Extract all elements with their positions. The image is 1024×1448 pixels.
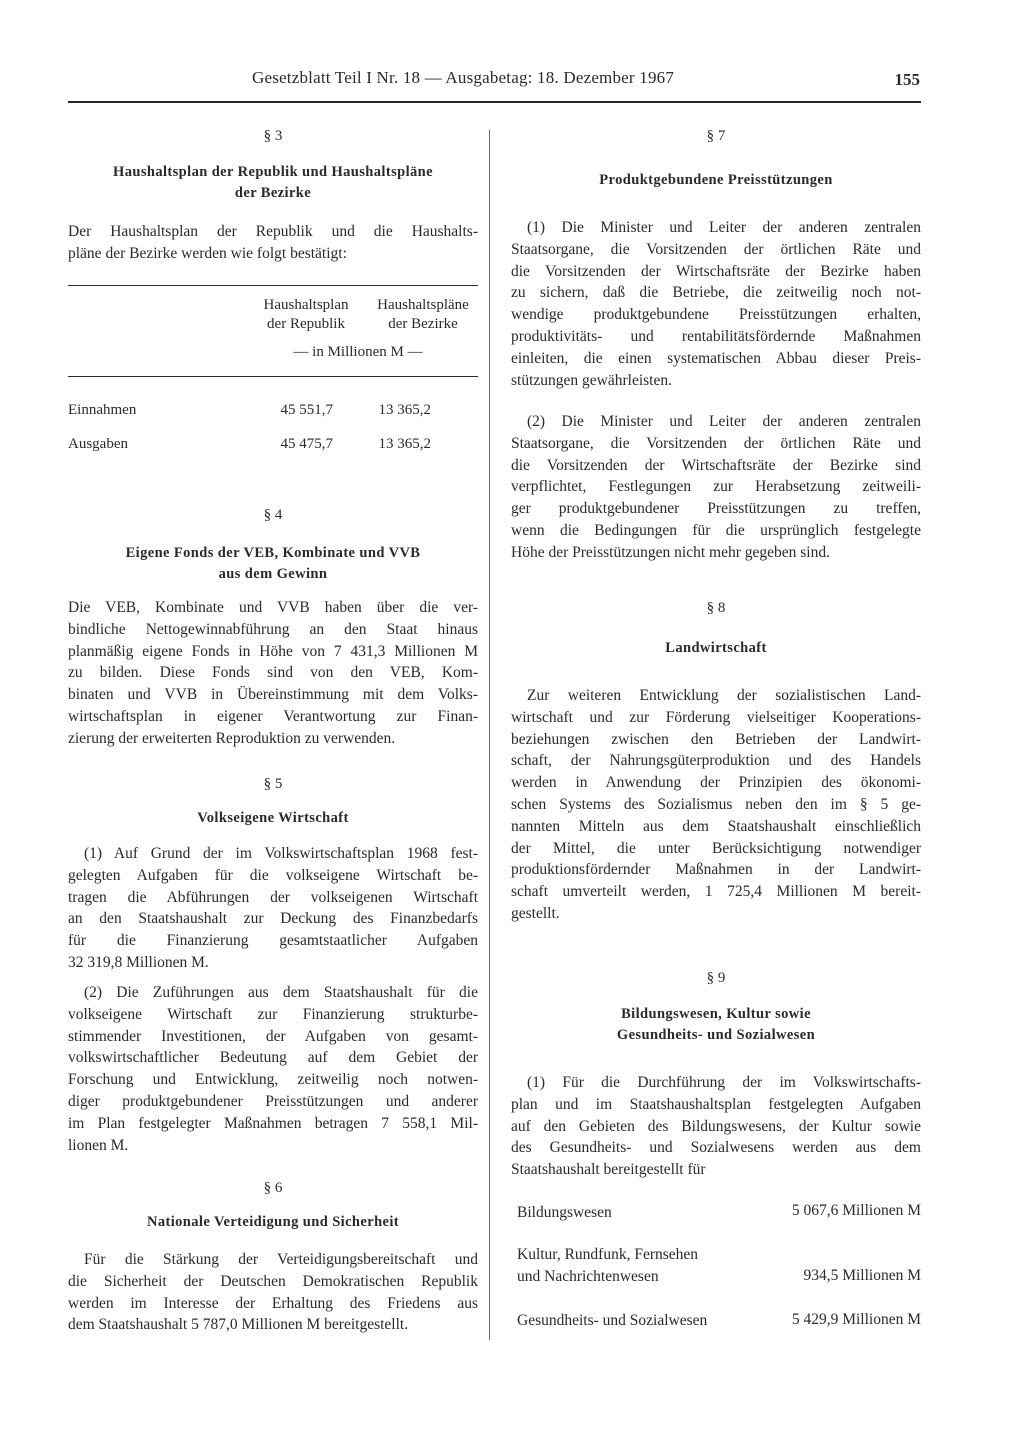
text-line: Staatshaushalt bereitgestellt für: [511, 1161, 706, 1179]
text-line: für die Finanzierung gesamtstaatlicher Aufgaben: [68, 932, 478, 950]
section-paragraph: [68, 982, 478, 1156]
text-line: volkseigene Wirtschaft zur Finanzierung strukturbe-: [68, 1005, 478, 1023]
text-line: Forschung und Entwicklung, zeitweilig noch notwen-: [68, 1071, 478, 1089]
text-line: die Sicherheit der Deutschen Demokratischen Republik: [68, 1272, 478, 1290]
heading-line: Volkseigene Wirtschaft: [197, 810, 349, 826]
section-text: [68, 221, 478, 265]
section-text: [68, 597, 478, 750]
section-paragraph: [511, 411, 921, 564]
heading-line: Landwirtschaft: [665, 640, 767, 656]
text-line: gelegten Aufgaben für die volkseigene Wirtschaft be-: [68, 866, 478, 884]
text-line: im Plan festgelegter Maßnahmen betragen 7 558,1 Mil-: [68, 1114, 478, 1132]
text-line: schaft, der Nahrungsgüterproduktion und des Handels: [511, 752, 921, 770]
table-cell: 13 365,2: [378, 436, 431, 452]
page-number: 155: [894, 70, 920, 89]
text-line: einleiten, die einen systematischen Abbau dieser Preis-: [511, 349, 921, 367]
table-cell: 13 365,2: [378, 402, 431, 418]
table-cell: 45 475,7: [280, 436, 333, 452]
text-line: (2) Die Minister und Leiter der anderen zentralen: [527, 413, 921, 430]
allocation-label: Gesundheits- und Sozialwesen: [517, 1312, 708, 1329]
text-line: lionen M.: [68, 1136, 129, 1154]
heading-line: Eigene Fonds der VEB, Kombinate und VVB: [125, 545, 421, 561]
text-line: nannten Mitteln aus dem Staatshaushalt einschließlich: [511, 817, 921, 835]
section-heading: [511, 1004, 921, 1046]
text-line: Staatsorgane, die Vorsitzenden der örtlichen Räte und: [511, 240, 921, 258]
heading-line: Produktgebundene Preisstützungen: [599, 172, 833, 188]
text-line: werden im Interesse der Erhaltung des Friedens aus: [68, 1294, 478, 1312]
section-text: [511, 685, 921, 925]
table-header-republik: Haushaltsplan der Republik: [263, 297, 349, 332]
text-line: ger produktgebundener Preisstützungen zu treffen,: [511, 500, 921, 518]
text-line: Staatsorgane, die Vorsitzenden der örtlichen Räte und: [511, 434, 921, 452]
text-line: Zur weiteren Entwicklung der sozialistischen Land-: [527, 687, 921, 704]
allocation-value: 934,5 Millionen M: [803, 1267, 921, 1284]
text-line: des Gesundheits- und Sozialwesens werden aus dem: [511, 1139, 921, 1157]
heading-line: aus dem Gewinn: [218, 566, 328, 582]
text-line: Für die Stärkung der Verteidigungsbereitschaft und: [84, 1251, 478, 1268]
text-line: (2) Die Zuführungen aus dem Staatshaushalt für die: [84, 984, 478, 1001]
section-sign: § 8: [706, 600, 726, 616]
column-divider: [489, 130, 490, 1340]
text-line: beziehungen zwischen den Betrieben der Landwirt-: [511, 730, 921, 748]
text-line: die Vorsitzenden der Wirtschaftsräte der Bezirke sind: [511, 456, 921, 474]
text-line: bindliche Nettogewinnabführung an den Staat hinaus: [68, 620, 478, 638]
text-line: zierung der erweiterten Reproduktion zu verwenden.: [68, 729, 396, 747]
table-bottom-rule: [68, 376, 478, 377]
running-header: Gesetzblatt Teil I Nr. 18 — Ausgabetag: 18. Dezember 1967: [252, 68, 675, 87]
allocation-label: und Nachrichtenwesen: [517, 1268, 659, 1285]
text-line: schaft umverteilt werden, 1 725,4 Millionen M bereit-: [511, 883, 921, 901]
table-top-rule: [68, 285, 478, 286]
text-line: werden in Anwendung der Prinzipien des ökonomi-: [511, 774, 921, 792]
text-line: (1) Für die Durchführung der im Volkswirtschafts-: [527, 1074, 921, 1091]
text-line: stimmender Investitionen, der Aufgaben von gesamt-: [68, 1027, 478, 1045]
text-line: der Mittel, die unter Berücksichtigung notwendiger: [511, 839, 921, 857]
allocation-label: Kultur, Rundfunk, Fernsehen: [517, 1246, 699, 1263]
text-line: wirtschaft und zur Förderung vielseitiger Kooperations-: [511, 708, 921, 726]
text-line: diger produktgebundener Preisstützungen und anderer: [68, 1092, 478, 1110]
text-line: volkswirtschaftlicher Bedeutung auf dem Gebiet der: [68, 1049, 478, 1067]
text-line: schen Systems des Sozialismus neben den im § 5 ge-: [511, 795, 921, 813]
heading-line: Haushaltsplan der Republik und Haushaltspläne: [113, 164, 433, 180]
text-line: an den Staatshaushalt zur Deckung des Finanzbedarfs: [68, 910, 478, 928]
text-line: (1) Auf Grund der im Volkswirtschaftsplan 1968 fest-: [84, 845, 478, 862]
allocation-value: 5 429,9 Millionen M: [791, 1311, 921, 1328]
section-heading: [511, 170, 921, 191]
heading-line: der Bezirke: [234, 185, 312, 201]
text-line: (1) Die Minister und Leiter der anderen zentralen: [527, 219, 921, 236]
section-heading: [68, 808, 478, 829]
allocation-label: Bildungswesen: [517, 1204, 612, 1221]
text-line: gestellt.: [511, 904, 560, 922]
text-line: zu bilden. Diese Fonds sind von den VEB, Kom-: [68, 664, 478, 682]
text-line: stützungen gewährleisten.: [511, 371, 672, 389]
allocation-value: 5 067,6 Millionen M: [791, 1202, 921, 1219]
text-line: binaten und VVB in Übereinstimmung mit dem Volks-: [68, 686, 478, 704]
text-line: plan und im Staatshaushaltsplan festgelegten Aufgaben: [511, 1095, 921, 1113]
header-rule: [68, 101, 921, 103]
section-sign: § 5: [263, 776, 283, 792]
section-text: [68, 1249, 478, 1336]
text-line: produktivitäts- und rentabilitätsfördernde Maßnahmen: [511, 327, 921, 345]
text-line: dem Staatshaushalt 5 787,0 Millionen M bereitgestellt.: [68, 1316, 409, 1334]
text-line: die Vorsitzenden der Wirtschaftsräte der Bezirke haben: [511, 262, 921, 280]
text-line: Der Haushaltsplan der Republik und die Haushalts-: [68, 223, 478, 240]
text-line: wenn die Bedingungen für die ursprünglich festgelegte: [511, 521, 921, 539]
heading-line: Nationale Verteidigung und Sicherheit: [146, 1214, 400, 1230]
table-cell: 45 551,7: [280, 402, 333, 418]
section-sign: § 7: [706, 128, 726, 144]
section-heading: [68, 1212, 478, 1233]
table-header-bezirke: Haushaltspläne der Bezirke: [377, 297, 469, 332]
table-unit: — in Millionen M —: [293, 344, 423, 360]
text-line: produktionsfördernder Maßnahmen in der Landwirt-: [511, 861, 921, 879]
text-line: verpflichtet, Festlegungen zur Herabsetzung zeitweili-: [511, 478, 921, 496]
section-heading: [511, 638, 921, 659]
section-text: [511, 1072, 921, 1181]
section-sign: § 4: [263, 507, 283, 523]
text-line: pläne der Bezirke werden wie folgt bestätigt:: [68, 244, 347, 262]
section-sign: § 9: [706, 970, 726, 986]
text-line: Höhe der Preisstützungen nicht mehr gegeben sind.: [511, 543, 830, 561]
table-row-label: Ausgaben: [68, 436, 128, 452]
section-paragraph: [68, 843, 478, 974]
section-heading: [68, 543, 478, 585]
text-line: wirtschaftsplan in eigener Verantwortung zur Finan-: [68, 707, 478, 725]
heading-line: Bildungswesen, Kultur sowie: [621, 1006, 811, 1022]
section-heading: [68, 162, 478, 204]
section-sign: § 3: [263, 128, 283, 144]
text-line: 32 319,8 Millionen M.: [68, 953, 209, 971]
text-line: Die VEB, Kombinate und VVB haben über die ver-: [68, 599, 478, 616]
heading-line: Gesundheits- und Sozialwesen: [616, 1027, 816, 1043]
text-line: planmäßig eigene Fonds in Höhe von 7 431,3 Millionen M: [68, 642, 478, 660]
text-line: auf den Gebieten des Bildungswesens, der Kultur sowie: [511, 1117, 921, 1135]
table-row-label: Einnahmen: [68, 402, 137, 418]
text-line: tragen die Abführungen der volkseigenen Wirtschaft: [68, 888, 478, 906]
section-paragraph: [511, 217, 921, 391]
text-line: wendige produktgebundene Preisstützungen erhalten,: [511, 306, 921, 324]
section-sign: § 6: [263, 1180, 283, 1196]
text-line: zu sichern, daß die Betriebe, die zeitweilig noch not-: [511, 284, 921, 302]
